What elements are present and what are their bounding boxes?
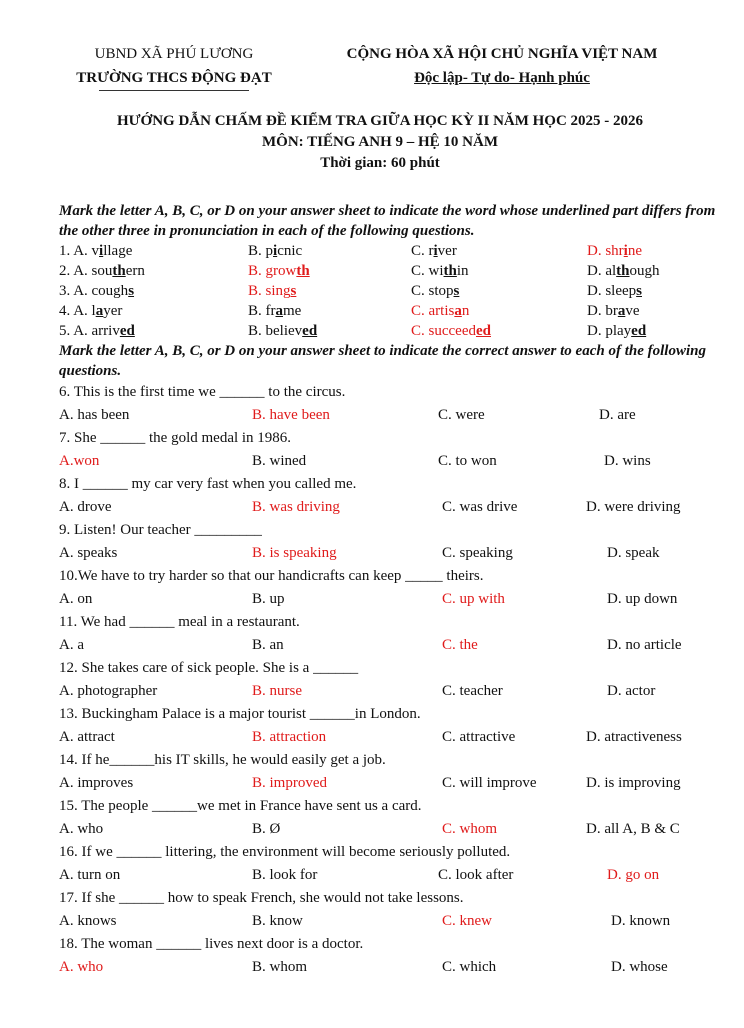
correct-option	[248, 281, 296, 301]
word-part: B. sing	[248, 283, 291, 299]
correct-option: C. whom	[442, 821, 498, 837]
answer-option	[248, 321, 317, 341]
question-text: 17. If she ______ how to speak French, she would not take lessons.	[59, 890, 464, 906]
question-text: 18. The woman ______ lives next door is a doctor.	[59, 936, 364, 952]
word-part: C. artis	[411, 303, 455, 319]
question-text: 7. She ______ the gold medal in 1986.	[59, 430, 292, 446]
answer-option: C. teacher	[442, 683, 503, 699]
answer-option	[248, 301, 301, 321]
pronunciation-question	[59, 241, 719, 261]
answer-option: C. look after	[438, 867, 514, 883]
answer-option: D. are	[599, 407, 636, 423]
answer-option	[587, 281, 642, 301]
answer-option: D. wins	[604, 453, 651, 469]
word-part: B. believ	[248, 323, 303, 339]
correct-option: A. who	[59, 959, 104, 975]
answer-option: C. speaking	[442, 545, 513, 561]
answer-option: D. speak	[607, 545, 660, 561]
answer-option: D. up down	[607, 591, 678, 607]
question-text: 10.We have to try harder so that our handicrafts can keep _____ theirs.	[59, 568, 484, 584]
word-part: B. fr	[248, 303, 276, 319]
word-part: C. r	[411, 243, 434, 259]
answer-option: D. all A, B & C	[586, 821, 680, 837]
answer-option	[59, 301, 122, 321]
word-part: A. cough	[73, 283, 129, 299]
underlined-part: a	[95, 303, 104, 319]
answer-option: A. a	[59, 637, 84, 653]
national-motto: Độc lập- Tự do- Hạnh phúc	[414, 70, 590, 86]
answer-option: B. up	[252, 591, 285, 607]
pronunciation-question	[59, 261, 719, 281]
underlined-part: i	[273, 243, 278, 259]
correct-option	[248, 261, 310, 281]
answer-option: C. were	[438, 407, 485, 423]
answer-option	[411, 241, 457, 261]
word-part: A. l	[73, 303, 96, 319]
answer-option	[411, 281, 459, 301]
answer-key-content	[59, 201, 719, 979]
answer-option: B. whom	[252, 959, 308, 975]
question-text: 16. If we ______ littering, the environment will become seriously polluted.	[59, 844, 511, 860]
question-text: 15. The people ______we met in France have sent us a card.	[59, 798, 422, 814]
answer-option: B. wined	[252, 453, 307, 469]
question-text: 8. I ______ my car very fast when you called me.	[59, 476, 357, 492]
options-row	[59, 634, 719, 657]
correct-option: B. attraction	[252, 729, 327, 745]
correct-option: B. nurse	[252, 683, 302, 699]
question-number: 5.	[59, 323, 71, 339]
correct-option: D. go on	[607, 867, 660, 883]
word-part: B. grow	[248, 263, 297, 279]
word-part: ne	[627, 243, 643, 259]
underlined-part: i	[99, 243, 104, 259]
correct-option: C. the	[442, 637, 478, 653]
answer-option: A. on	[59, 591, 93, 607]
options-row	[59, 726, 719, 749]
answer-option: D. whose	[611, 959, 668, 975]
options-row	[59, 818, 719, 841]
pronunciation-question	[59, 281, 719, 301]
time-limit: Thời gian: 60 phút	[320, 155, 440, 171]
underlined-part: ed	[475, 323, 491, 339]
pronunciation-instruction: Mark the letter A, B, C, or D on your answer sheet to indicate the word whose underlined part differs from the other three in pronunciation in each of the following questions.	[59, 203, 716, 239]
school-header	[56, 42, 292, 91]
underlined-part: s	[453, 283, 460, 299]
answer-option: A. photographer	[59, 683, 158, 699]
underlined-part: s	[636, 283, 642, 299]
school-name: TRƯỜNG THCS ĐỘNG ĐẠT	[76, 70, 272, 86]
answer-option: A. drove	[59, 499, 112, 515]
correct-option: C. up with	[442, 591, 505, 607]
word-part: A. v	[73, 243, 100, 259]
word-part: A. arriv	[73, 323, 120, 339]
answer-option: D. were driving	[586, 499, 681, 515]
answer-option: B. know	[252, 913, 303, 929]
word-part: llage	[103, 243, 133, 259]
word-part: D. shr	[587, 243, 624, 259]
answer-option: A. who	[59, 821, 104, 837]
correct-option: B. is speaking	[252, 545, 337, 561]
answer-option: C. will improve	[442, 775, 537, 791]
options-row	[59, 404, 719, 427]
answer-option: D. known	[611, 913, 671, 929]
district-name: UBND XÃ PHÚ LƯƠNG	[94, 46, 254, 62]
word-part: yer	[103, 303, 123, 319]
document-titles	[0, 111, 744, 174]
question-text: 14. If he______his IT skills, he would easily get a job.	[59, 752, 386, 768]
answer-option: A. improves	[59, 775, 134, 791]
correct-option: C. knew	[442, 913, 492, 929]
underlined-part: s	[290, 283, 297, 299]
word-part: ver	[437, 243, 457, 259]
underlined-part: i	[433, 243, 438, 259]
question-text: 11. We had ______ meal in a restaurant.	[59, 614, 300, 630]
underlined-part: th	[616, 263, 630, 279]
correct-option	[411, 301, 469, 321]
underlined-part: th	[296, 263, 310, 279]
answer-option: B. an	[252, 637, 284, 653]
underlined-part: s	[128, 283, 135, 299]
question-text: 13. Buckingham Palace is a major tourist ______in London.	[59, 706, 421, 722]
answer-option	[587, 321, 646, 341]
word-part: ve	[625, 303, 640, 319]
answer-option: A. knows	[59, 913, 117, 929]
answer-option: C. which	[442, 959, 497, 975]
word-part: in	[456, 263, 469, 279]
underlined-part: ed	[119, 323, 135, 339]
question-number: 2.	[59, 263, 71, 279]
underlined-part: a	[275, 303, 283, 319]
answer-option	[59, 281, 134, 301]
answer-option: C. attractive	[442, 729, 516, 745]
underlined-part: th	[443, 263, 457, 279]
answer-option	[59, 321, 135, 341]
options-row	[59, 542, 719, 565]
correct-option: A.won	[59, 453, 100, 469]
word-part: C. stop	[411, 283, 454, 299]
correct-option: B. improved	[252, 775, 327, 791]
country-name: CỘNG HÒA XÃ HỘI CHỦ NGHĨA VIỆT NAM	[346, 46, 658, 62]
options-row	[59, 450, 719, 473]
underlined-part: i	[623, 243, 628, 259]
word-part: D. br	[587, 303, 618, 319]
correct-option: B. have been	[252, 407, 330, 423]
document-title: HƯỚNG DẪN CHẤM ĐỀ KIỂM TRA GIỮA HỌC KỲ II NĂM HỌC 2025 - 2026	[116, 113, 644, 129]
answer-option: C. was drive	[442, 499, 518, 515]
question-number: 4.	[59, 303, 71, 319]
word-part: n	[461, 303, 470, 319]
pronunciation-question	[59, 321, 719, 341]
header-divider	[99, 90, 249, 91]
question-text: 12. She takes care of sick people. She is a ______	[59, 660, 359, 676]
answer-option: B. look for	[252, 867, 318, 883]
answer-option	[411, 261, 469, 281]
answer-option: D. is improving	[586, 775, 681, 791]
pronunciation-question	[59, 301, 719, 321]
subject-title: MÔN: TIẾNG ANH 9 – HỆ 10 NĂM	[262, 134, 498, 150]
underlined-part: a	[454, 303, 462, 319]
word-part: D. al	[587, 263, 617, 279]
options-row	[59, 680, 719, 703]
question-text: 9. Listen! Our teacher _________	[59, 522, 262, 538]
answer-option: D. no article	[607, 637, 682, 653]
answer-option	[59, 241, 132, 261]
options-row	[59, 496, 719, 519]
answer-option	[587, 301, 640, 321]
question-number: 1.	[59, 243, 71, 259]
word-part: B. p	[248, 243, 274, 259]
options-row	[59, 864, 719, 887]
options-row	[59, 910, 719, 933]
answer-option	[248, 241, 302, 261]
options-row	[59, 588, 719, 611]
question-number: 3.	[59, 283, 71, 299]
answer-option: D. actor	[607, 683, 656, 699]
national-header	[312, 42, 692, 90]
question-text: 6. This is the first time we ______ to the circus.	[59, 384, 346, 400]
word-part: C. succeed	[411, 323, 476, 339]
answer-option	[59, 261, 145, 281]
correct-option	[587, 241, 642, 261]
options-row	[59, 956, 719, 979]
answer-option: A. attract	[59, 729, 115, 745]
answer-option: B. Ø	[252, 821, 281, 837]
underlined-part: ed	[631, 323, 647, 339]
underlined-part: a	[617, 303, 626, 319]
word-part: me	[283, 303, 302, 319]
correct-option: B. was driving	[252, 499, 340, 515]
answer-option: C. to won	[438, 453, 497, 469]
word-part: C. wi	[411, 263, 444, 279]
underlined-part: th	[112, 263, 126, 279]
word-part: D. play	[587, 323, 632, 339]
answer-option: A. speaks	[59, 545, 118, 561]
word-part: ough	[629, 263, 660, 279]
answer-option	[587, 261, 660, 281]
grammar-instruction: Mark the letter A, B, C, or D on your answer sheet to indicate the correct answer to each of the following questions.	[59, 343, 706, 379]
answer-option: A. turn on	[59, 867, 121, 883]
answer-option: D. atractiveness	[586, 729, 682, 745]
answer-option: A. has been	[59, 407, 130, 423]
word-part: A. sou	[73, 263, 113, 279]
word-part: D. sleep	[587, 283, 637, 299]
options-row	[59, 772, 719, 795]
word-part: cnic	[277, 243, 303, 259]
correct-option	[411, 321, 491, 341]
underlined-part: ed	[302, 323, 318, 339]
word-part: ern	[125, 263, 145, 279]
